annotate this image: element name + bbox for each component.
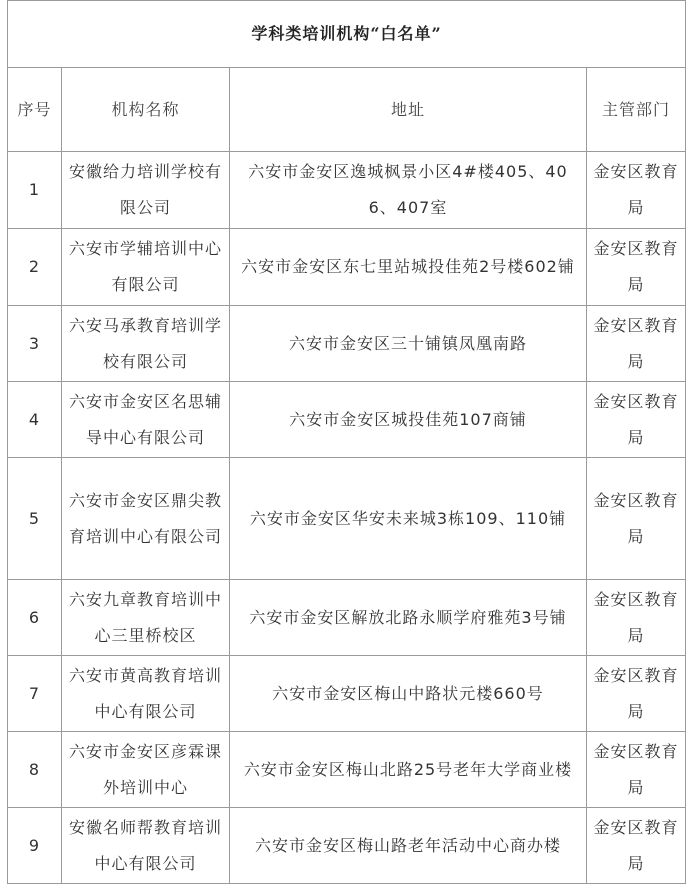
- row-index: 6: [8, 580, 62, 656]
- header-department: 主管部门: [587, 68, 686, 152]
- row-department: 金安区教育局: [587, 808, 686, 884]
- table-row: [8, 656, 686, 732]
- row-index: 2: [8, 229, 62, 306]
- row-name: 六安九章教育培训中心三里桥校区: [62, 580, 230, 656]
- row-department: 金安区教育局: [587, 458, 686, 580]
- row-department: 金安区教育局: [587, 229, 686, 306]
- table-row: [8, 306, 686, 382]
- row-index: 1: [8, 152, 62, 229]
- row-name: 六安马承教育培训学校有限公司: [62, 306, 230, 382]
- row-index: 7: [8, 656, 62, 732]
- row-index: 4: [8, 382, 62, 458]
- page-title: 学科类培训机构“白名单”: [8, 1, 686, 68]
- row-department: 金安区教育局: [587, 656, 686, 732]
- row-index: 8: [8, 732, 62, 808]
- row-index: 3: [8, 306, 62, 382]
- row-name: 六安市金安区彦霖课外培训中心: [62, 732, 230, 808]
- row-address: 六安市金安区城投佳苑107商铺: [230, 382, 587, 458]
- row-name: 六安市金安区名思辅导中心有限公司: [62, 382, 230, 458]
- row-department: 金安区教育局: [587, 732, 686, 808]
- row-name: 六安市黄高教育培训中心有限公司: [62, 656, 230, 732]
- header-address: 地址: [230, 68, 587, 152]
- header-row: [8, 68, 686, 152]
- row-department: 金安区教育局: [587, 580, 686, 656]
- table-row: [8, 152, 686, 229]
- title-row: [8, 1, 686, 68]
- table-row: [8, 732, 686, 808]
- table-row: [8, 382, 686, 458]
- row-name: 六安市学辅培训中心有限公司: [62, 229, 230, 306]
- row-department: 金安区教育局: [587, 152, 686, 229]
- row-name: 安徽名师帮教育培训中心有限公司: [62, 808, 230, 884]
- row-address: 六安市金安区逸城枫景小区4#楼405、406、407室: [230, 152, 587, 229]
- table-row: [8, 229, 686, 306]
- row-address: 六安市金安区华安未来城3栋109、110铺: [230, 458, 587, 580]
- row-department: 金安区教育局: [587, 382, 686, 458]
- row-address: 六安市金安区东七里站城投佳苑2号楼602铺: [230, 229, 587, 306]
- header-name: 机构名称: [62, 68, 230, 152]
- row-department: 金安区教育局: [587, 306, 686, 382]
- row-name: 安徽给力培训学校有限公司: [62, 152, 230, 229]
- row-address: 六安市金安区解放北路永顺学府雅苑3号铺: [230, 580, 587, 656]
- row-index: 9: [8, 808, 62, 884]
- row-address: 六安市金安区梅山中路状元楼660号: [230, 656, 587, 732]
- row-address: 六安市金安区梅山北路25号老年大学商业楼: [230, 732, 587, 808]
- whitelist-table: [7, 0, 686, 884]
- table-row: [8, 458, 686, 580]
- table-row: [8, 580, 686, 656]
- row-address: 六安市金安区三十铺镇凤凰南路: [230, 306, 587, 382]
- row-name: 六安市金安区鼎尖教育培训中心有限公司: [62, 458, 230, 580]
- row-address: 六安市金安区梅山路老年活动中心商办楼: [230, 808, 587, 884]
- row-index: 5: [8, 458, 62, 580]
- table-row: [8, 808, 686, 884]
- header-index: 序号: [8, 68, 62, 152]
